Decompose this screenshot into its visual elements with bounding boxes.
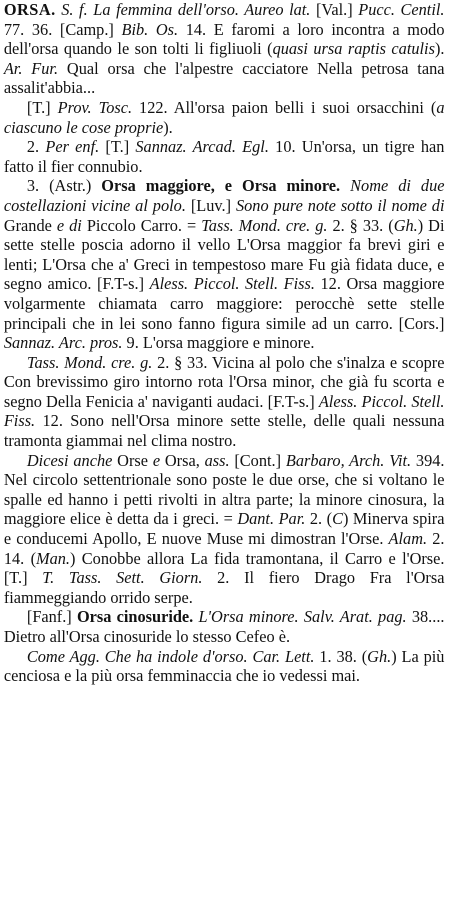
text-run: 14. E faromi a loro incontra a modo dell'orsa quando le son tolti li figliuoli ( (3, 19, 445, 59)
text-run: ) Minerva spira e conducemi Apollo, E nuove Muse mi dimostran l'Orse. (3, 509, 445, 549)
text-run: 2. § 33. Vicina al polo che s'inalza e scopre Con brevissimo giro intorno rota l'Orsa minor, che già fu scorta e segno Della Fenicia a' naviganti audaci. [F.T-s.] (3, 352, 445, 411)
text-run: Ar. Fur. (3, 58, 59, 78)
text-run: 10. Un'orsa, un tigre han fatto il fier connubio. (3, 137, 445, 176)
text-run: Tass. Mond. cre. g. (26, 352, 153, 372)
text-run: 12. Sono nell'Orsa minore sette stelle, delle quali nessuna tramonta giammai nel clima nostro. (3, 411, 445, 451)
text-run: Nome di due costellazioni vicine al polo. (3, 176, 445, 215)
text-run: [T.] (99, 137, 136, 157)
text-run: 2. ( (305, 509, 333, 529)
text-run: Per enf. (45, 137, 100, 157)
sense-dicesi (4, 451, 445, 608)
text-run: Gh. (393, 215, 418, 235)
text-run: Orsa, (160, 450, 205, 470)
text-run: ). (434, 39, 445, 59)
text-run (340, 176, 350, 195)
text-run: Orsa cinosuride. (76, 607, 194, 627)
text-run: [Fanf.] (26, 607, 77, 627)
text-run: Barbaro, Arch. Vit. (285, 450, 412, 470)
sense-tasso (4, 353, 445, 451)
definition: La femmina dell'orso. Aureo lat. (93, 0, 311, 19)
text-run: Grande (3, 215, 57, 235)
text-run: Tass. Mond. cre. g. (201, 215, 328, 235)
text-run: 2. 14. ( (3, 529, 445, 568)
text-run: ) Di sette stelle poscia adorno il vello L'Orsa maggior fa brevi giri e lenti; L'Orsa che a' Greci in tempestoso mare Fu già fidata duce, e segno amico. [F.T-s.] (3, 215, 445, 294)
text-run: 1. 38. ( (314, 646, 368, 666)
text-run: Sannaz. Arcad. Egl. (135, 137, 269, 157)
text-run: L'Orsa minore. Salv. Arat. pag. (198, 607, 407, 627)
text-run: Sono pure note sotto il nome di (235, 195, 445, 215)
text-run: e (152, 450, 161, 470)
text-run: T. Tass. Sett. Giorn. (42, 568, 203, 588)
sense-aggettivo (4, 647, 445, 686)
text-run: 77. 36. [Camp.] (3, 19, 122, 39)
text-run: 38.... Dietro all'Orsa cinosuride lo stesso Cefeo è. (3, 607, 445, 646)
text-run: Prov. Tosc. (57, 97, 133, 117)
text-run: 122. All'orsa paion belli i suoi orsacchini ( (132, 97, 437, 117)
sense-3 (4, 176, 445, 352)
text-run: ass. (204, 450, 230, 470)
text-run: Sannaz. Arc. pros. (3, 333, 123, 353)
text-run: Dant. Par. (237, 509, 306, 529)
text-run: ) Conobbe allora La fida tramontana, il Carro e l'Orse. [T.] (3, 548, 445, 588)
text-run: Pucc. Centil. (358, 0, 445, 19)
text-run: 2. Il fiero Drago Fra l'Orsa fiammeggiando orrido serpe. (3, 568, 445, 607)
sense-2 (4, 137, 445, 176)
text-run: a ciascuno le cose proprie (3, 97, 445, 137)
text-run: ) La più cenciosa e la più orsa femminaccia che io vedessi mai. (3, 646, 445, 686)
text-run: Come Agg. Che ha indole d'orso. Car. Lett. (26, 646, 315, 666)
grammar-label: S. f. (61, 0, 88, 19)
text-run: [T.] (26, 97, 58, 117)
text-run: quasi ursa raptis catulis (272, 39, 435, 59)
text-run: Gh. (367, 646, 392, 666)
text-run: Dicesi anche (26, 450, 113, 470)
text-run: 2. (26, 137, 46, 157)
text-run: [Val.] (315, 0, 359, 19)
text-run: Bib. Os. (121, 19, 179, 39)
text-run: e di (56, 215, 82, 235)
text-run: 9. L'orsa maggiore e minore. (122, 333, 315, 353)
entry-orsa (4, 0, 445, 98)
text-run: 2. § 33. ( (327, 215, 394, 235)
text-run: Aless. Piccol. Stell. Fiss. (3, 391, 445, 431)
text-run: 394. Nel circolo settentrionale sono poste le due orse, che si voltano le spalle ed hanno i petti rivolti in altra parte; la minore cinosura, la maggiore elice è detta da i greci. = (3, 450, 445, 529)
sense-proverb (4, 98, 445, 137)
text-run: Orse (112, 450, 153, 470)
text-run: C (332, 509, 343, 529)
text-run: Aless. Piccol. Stell. Fiss. (149, 274, 315, 294)
text-run: 3. (Astr.) (26, 176, 102, 196)
text-run: [Cont.] (229, 450, 286, 470)
text-run: Piccolo Carro. = (81, 215, 202, 235)
text-run: Man. (36, 548, 71, 568)
text-run: 12. Orsa maggiore volgarmente chiamata carro maggiore: perocchè sette stelle principali che in lei sono fanno figura simile ad un carro. [Cors.] (3, 274, 445, 333)
text-run: Alam. (388, 529, 428, 549)
text-run: ). (163, 117, 173, 137)
text-run: [Luv.] (185, 195, 236, 215)
sense-cinosuride (4, 607, 445, 646)
text-run: Qual orsa che l'alpestre cacciatore Nella petrosa tana assalit'abbia... (3, 58, 445, 98)
headword: ORSA. (3, 0, 56, 19)
text-run: Orsa maggiore, e Orsa minore. (101, 176, 341, 196)
